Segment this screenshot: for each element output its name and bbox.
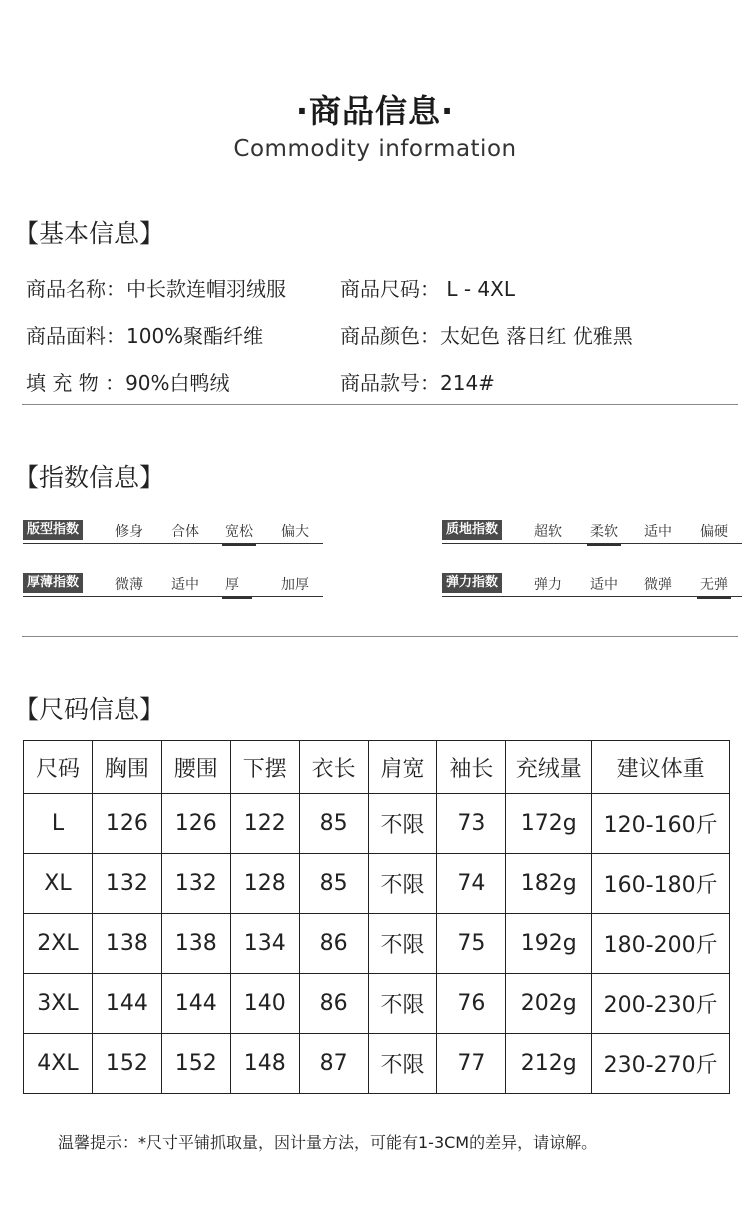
size-table-cell: 不限 xyxy=(368,1034,437,1094)
index-selected-marker xyxy=(222,596,252,599)
size-table-row xyxy=(24,854,730,914)
index-option: 弹力 xyxy=(534,577,562,593)
size-table-header xyxy=(24,741,730,794)
size-table-cell: 不限 xyxy=(368,974,437,1034)
size-table-cell: L xyxy=(24,794,93,854)
size-table-cell: 144 xyxy=(161,974,230,1034)
index-option: 合体 xyxy=(171,524,199,540)
size-table-cell: 76 xyxy=(437,974,506,1034)
size-table-cell: 138 xyxy=(161,914,230,974)
product-color: 商品颜色：太妃色 落日红 优雅黑 xyxy=(340,324,633,348)
size-table-cell: 134 xyxy=(230,914,299,974)
product-name: 商品名称：中长款连帽羽绒服 xyxy=(26,277,286,301)
size-table-cell: 200-230斤 xyxy=(592,974,730,1034)
size-table-header-cell: 胸围 xyxy=(92,741,161,794)
size-table-cell: 122 xyxy=(230,794,299,854)
size-table-cell: 126 xyxy=(161,794,230,854)
page-subtitle: Commodity information xyxy=(233,136,517,162)
page-title: ·商品信息· xyxy=(295,92,455,130)
index-option: 适中 xyxy=(590,577,618,593)
index-option: 偏大 xyxy=(281,524,309,540)
size-table-cell: 138 xyxy=(92,914,161,974)
size-table-row xyxy=(24,794,730,854)
size-tip: 温馨提示：*尺寸平铺抓取量，因计量方法，可能有1-3CM的差异，请谅解。 xyxy=(58,1133,598,1152)
size-table-row xyxy=(24,974,730,1034)
basic-info-grid xyxy=(26,264,726,405)
size-table-cell: 86 xyxy=(299,974,368,1034)
product-style-number: 商品款号：214# xyxy=(340,371,495,395)
index-selected-marker xyxy=(587,543,621,546)
size-table-header-cell: 衣长 xyxy=(299,741,368,794)
size-table-cell: 75 xyxy=(437,914,506,974)
index-option: 修身 xyxy=(115,524,143,540)
index-option: 无弹 xyxy=(700,577,728,593)
size-table-cell: 不限 xyxy=(368,794,437,854)
index-label: 厚薄指数 xyxy=(23,573,83,593)
index-label: 质地指数 xyxy=(442,520,502,540)
size-table-header-cell: 袖长 xyxy=(437,741,506,794)
size-table xyxy=(23,740,730,1094)
index-option: 加厚 xyxy=(281,577,309,593)
size-table-header-cell: 建议体重 xyxy=(592,741,730,794)
index-option: 超软 xyxy=(534,524,562,540)
size-table-cell: 2XL xyxy=(24,914,93,974)
size-table-cell: 3XL xyxy=(24,974,93,1034)
size-table-row xyxy=(24,914,730,974)
size-table-cell: 192g xyxy=(506,914,592,974)
size-table-header-cell: 下摆 xyxy=(230,741,299,794)
index-info-heading: 【指数信息】 xyxy=(14,463,165,492)
index-option: 适中 xyxy=(171,577,199,593)
size-table-cell: 不限 xyxy=(368,914,437,974)
size-table-cell: XL xyxy=(24,854,93,914)
index-scale-line xyxy=(23,596,323,597)
size-table-cell: 87 xyxy=(299,1034,368,1094)
product-fabric: 商品面料：100%聚酯纤维 xyxy=(26,324,264,348)
divider xyxy=(22,636,738,637)
size-table-cell: 4XL xyxy=(24,1034,93,1094)
size-table-cell: 180-200斤 xyxy=(592,914,730,974)
index-selected-marker xyxy=(697,596,731,599)
size-table-cell: 85 xyxy=(299,854,368,914)
product-size: 商品尺码： L - 4XL xyxy=(340,277,515,301)
size-table-cell: 160-180斤 xyxy=(592,854,730,914)
size-table-cell: 212g xyxy=(506,1034,592,1094)
basic-info-row xyxy=(26,264,726,311)
size-table-cell: 172g xyxy=(506,794,592,854)
size-table-cell: 152 xyxy=(92,1034,161,1094)
size-table-cell: 74 xyxy=(437,854,506,914)
index-scale-line xyxy=(23,543,323,544)
size-info-heading: 【尺码信息】 xyxy=(14,695,165,724)
size-table-header-cell: 尺码 xyxy=(24,741,93,794)
size-table-cell: 132 xyxy=(92,854,161,914)
size-table-cell: 120-160斤 xyxy=(592,794,730,854)
size-table-header-cell: 腰围 xyxy=(161,741,230,794)
size-table-cell: 182g xyxy=(506,854,592,914)
size-table-cell: 73 xyxy=(437,794,506,854)
size-table-cell: 140 xyxy=(230,974,299,1034)
index-option: 宽松 xyxy=(225,524,253,540)
index-label: 版型指数 xyxy=(23,520,83,540)
size-table-cell: 230-270斤 xyxy=(592,1034,730,1094)
size-table-cell: 77 xyxy=(437,1034,506,1094)
size-table-header-cell: 肩宽 xyxy=(368,741,437,794)
index-option: 偏硬 xyxy=(700,524,728,540)
size-table-cell: 144 xyxy=(92,974,161,1034)
index-group-elasticity xyxy=(442,571,742,597)
size-table-cell: 128 xyxy=(230,854,299,914)
basic-info-row xyxy=(26,311,726,358)
index-option: 微弹 xyxy=(644,577,672,593)
index-group-thickness xyxy=(23,571,323,597)
basic-info-row xyxy=(26,358,726,405)
size-table-cell: 202g xyxy=(506,974,592,1034)
size-table-header-cell: 充绒量 xyxy=(506,741,592,794)
size-table-cell: 132 xyxy=(161,854,230,914)
index-group-texture xyxy=(442,518,742,544)
divider xyxy=(22,404,738,405)
size-table-cell: 152 xyxy=(161,1034,230,1094)
size-table-row xyxy=(24,1034,730,1094)
size-table-cell: 86 xyxy=(299,914,368,974)
index-selected-marker xyxy=(222,543,256,546)
product-filling: 填 充 物 ：90%白鸭绒 xyxy=(26,371,230,395)
size-table-cell: 85 xyxy=(299,794,368,854)
index-label: 弹力指数 xyxy=(442,573,502,593)
index-option: 柔软 xyxy=(590,524,618,540)
index-group-fit xyxy=(23,518,323,544)
basic-info-heading: 【基本信息】 xyxy=(14,219,165,248)
size-table-cell: 126 xyxy=(92,794,161,854)
index-option: 适中 xyxy=(644,524,672,540)
index-option: 微薄 xyxy=(115,577,143,593)
size-table-cell: 148 xyxy=(230,1034,299,1094)
size-table-cell: 不限 xyxy=(368,854,437,914)
index-option: 厚 xyxy=(225,577,239,593)
